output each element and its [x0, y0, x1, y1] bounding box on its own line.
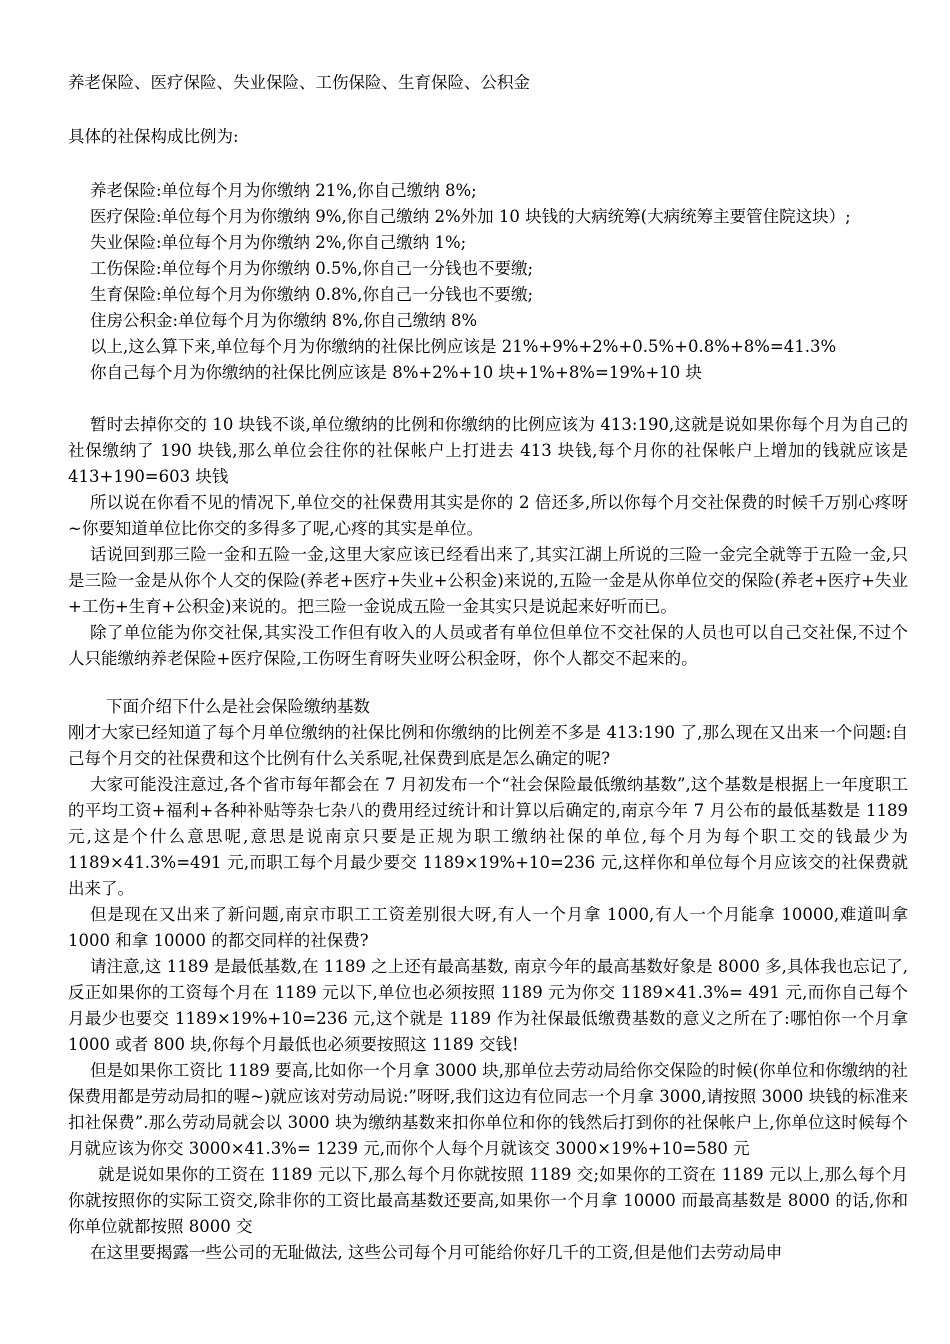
item-housing-fund: 住房公积金:单位每个月为你缴纳 8%,你自己缴纳 8%: [90, 311, 478, 330]
paragraph: 但是现在又出来了新问题,南京市职工工资差别很大呀,有人一个月拿 1000,有人一个月能拿 10000,难道叫拿 1000 和拿 10000 的都交同样的社保费?: [68, 905, 908, 950]
document-page: [68, 70, 908, 1266]
paragraph: 在这里要揭露一些公司的无耻做法, 这些公司每个月可能给你好几千的工资,但是他们去劳动局申: [90, 1243, 783, 1262]
item-injury: 工伤保险:单位每个月为你缴纳 0.5%,你自己一分钱也不要缴;: [90, 259, 534, 278]
paragraph: 但是如果你工资比 1189 要高,比如你一个月拿 3000 块,那单位去劳动局给你交保险的时候(你单位和你缴纳的社保费用都是劳动局扣的喔~)就应该对劳动局说:”呀呀,我们这边有位同志一个月拿 3000,请按照 3000 块钱的标准来扣社保费”.那么劳动局就会以 3000 块为缴纳基数来扣你单位和你的钱然后打到你的社保帐户上,你单位这时候每个月就应该为你交 3000×41.3%= 1239 元,而你个人每个月就该交 3000×19%+10=580 元: [68, 1061, 908, 1158]
paragraph: 话说回到那三险一金和五险一金,这里大家应该已经看出来了,其实江湖上所说的三险一金完全就等于五险一金,只是三险一金是从你个人交的保险(养老+医疗+失业+公积金)来说的,五险一金是从你单位交的保险(养老+医疗+失业+工伤+生育+公积金)来说的。把三险一金说成五险一金其实只是说起来好听而已。: [68, 545, 908, 616]
paragraph: 大家可能没注意过,各个省市每年都会在 7 月初发布一个“社会保险最低缴纳基数”,这个基数是根据上一年度职工的平均工资+福利+各种补贴等杂七杂八的费用经过统计和计算以后确定的,南京今年 7 月公布的最低基数是 1189 元,这是个什么意思呢,意思是说南京只要是正规为职工缴纳社保的单位,每个月为每个职工交的钱最少为 1189×41.3%=491 元,而职工每个月最少要交 1189×19%+10=236 元,这样你和单位每个月应该交的社保费就出来了。: [68, 775, 908, 898]
item-pension: 养老保险:单位每个月为你缴纳 21%,你自己缴纳 8%;: [90, 181, 477, 200]
paragraph: 所以说在你看不见的情况下,单位交的社保费用其实是你的 2 倍还多,所以你每个月交社保费的时候千万别心疼呀~你要知道单位比你交的多得多了呢,心疼的其实是单位。: [68, 493, 908, 538]
paragraph: 请注意,这 1189 是最低基数,在 1189 之上还有最高基数, 南京今年的最高基数好象是 8000 多,具体我也忘记了,反正如果你的工资每个月在 1189 元以下,单位也必须按照 1189 元为你交 1189×41.3%= 491 元,而你自己每个月最少也要交 1189×19%+10=236 元,这个就是 1189 作为社保最低缴费基数的意义之所在了:哪怕你一个月拿 1000 或者 800 块,你每个月最低也必须要按照这 1189 交钱!: [68, 957, 908, 1054]
item-unemployment: 失业保险:单位每个月为你缴纳 2%,你自己缴纳 1%;: [90, 233, 467, 252]
paragraph: 刚才大家已经知道了每个月单位缴纳的社保比例和你缴纳的比例差不多是 413:190 了,那么现在又出来一个问题:自己每个月交的社保费和这个比例有什么关系呢,社保费到底是怎么确定的呢?: [68, 723, 908, 768]
item-employer-total: 以上,这么算下来,单位每个月为你缴纳的社保比例应该是 21%+9%+2%+0.5%+0.8%+8%=41.3%: [90, 337, 837, 356]
paragraph: 除了单位能为你交社保,其实没工作但有收入的人员或者有单位但单位不交社保的人员也可以自己交社保,不过个人只能缴纳养老保险+医疗保险,工伤呀生育呀失业呀公积金呀，你个人都交不起来的。: [68, 623, 908, 668]
paragraph: 暂时去掉你交的 10 块钱不谈,单位缴纳的比例和你缴纳的比例应该为 413:190,这就是说如果你每个月为自己的社保缴纳了 190 块钱,那么单位会往你的社保帐户上打进去 413 块钱,每个月你的社保帐户上增加的钱就应该是 413+190=603 块钱: [68, 415, 908, 486]
section-heading: 下面介绍下什么是社会保险缴纳基数: [106, 697, 370, 716]
intro-line: 具体的社保构成比例为:: [68, 127, 239, 146]
item-medical: 医疗保险:单位每个月为你缴纳 9%,你自己缴纳 2%外加 10 块钱的大病统筹(大病统筹主要管住院这块）;: [90, 207, 851, 226]
item-maternity: 生育保险:单位每个月为你缴纳 0.8%,你自己一分钱也不要缴;: [90, 285, 534, 304]
insurance-categories: 养老保险、医疗保险、失业保险、工伤保险、生育保险、公积金: [68, 73, 530, 92]
item-personal-total: 你自己每个月为你缴纳的社保比例应该是 8%+2%+10 块+1%+8%=19%+10 块: [90, 363, 703, 382]
paragraph: 就是说如果你的工资在 1189 元以下,那么每个月你就按照 1189 交;如果你的工资在 1189 元以上,那么每个月你就按照你的实际工资交,除非你的工资比最高基数还要高,如果你一个月拿 10000 而最高基数是 8000 的话,你和你单位就都按照 8000 交: [68, 1165, 908, 1236]
